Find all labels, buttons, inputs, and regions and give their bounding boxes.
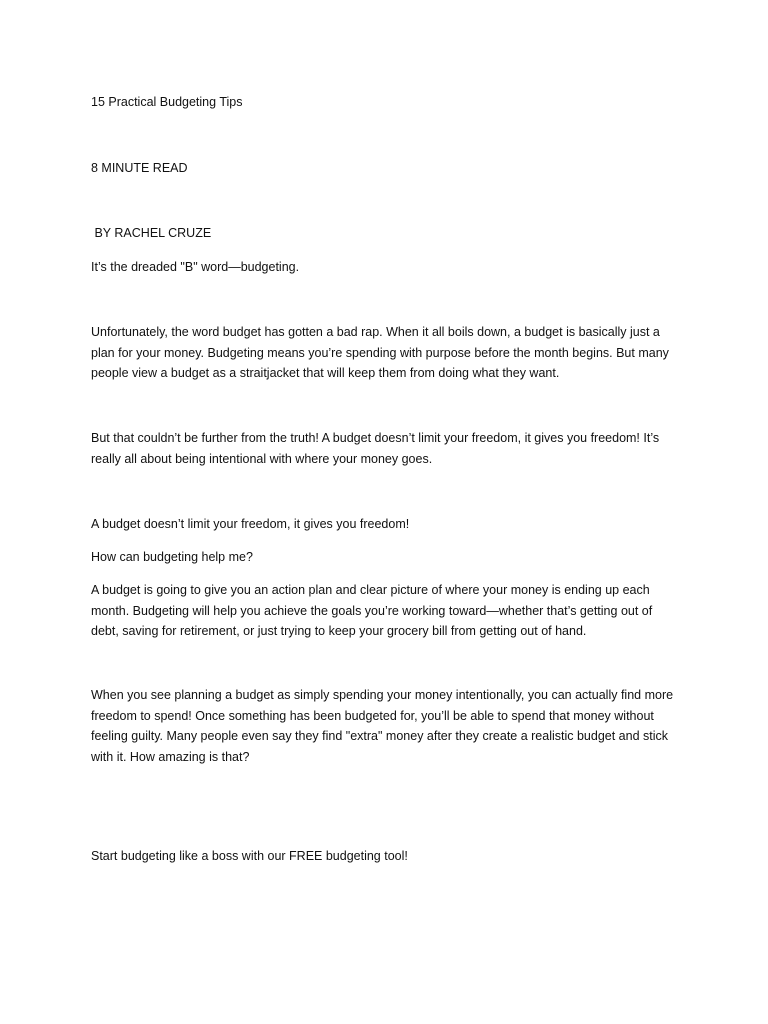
paragraph-intro: It’s the dreaded "B" word—budgeting.: [91, 260, 300, 274]
pull-quote: A budget doesn’t limit your freedom, it gives you freedom!: [91, 517, 410, 531]
read-time: 8 MINUTE READ: [91, 161, 188, 175]
paragraph-bad-rap: Unfortunately, the word budget has gotten a bad rap. When it all boils down, a budget is basically just a plan for your money. Budgeting means you’re spending with purpose before the month begins. But many people view a budget as a straitjacket that will keep them from doing what they want.: [91, 325, 669, 380]
paragraph-freedom: When you see planning a budget as simply spending your money intentionally, you can actually find more freedom to spend! Once something has been budgeted for, you’ll be able to spend that money without feeling guilty. Many people even say they find "extra" money after they create a realistic budget and stick with it. How amazing is that?: [91, 688, 674, 764]
section-heading: How can budgeting help me?: [91, 550, 253, 564]
paragraph-action-plan: A budget is going to give you an action plan and clear picture of where your money is ending up each month. Budgeting will help you achieve the goals you’re working toward—whether that’s getting out of debt, saving for retirement, or just trying to keep your grocery bill from getting out of hand.: [91, 583, 653, 638]
paragraph-truth: But that couldn’t be further from the truth! A budget doesn’t limit your freedom, it gives you freedom! It’s really all about being intentional with where your money goes.: [91, 431, 660, 466]
document-title: 15 Practical Budgeting Tips: [91, 95, 243, 109]
author-byline: BY RACHEL CRUZE: [91, 226, 212, 240]
call-to-action: Start budgeting like a boss with our FREE budgeting tool!: [91, 849, 408, 863]
